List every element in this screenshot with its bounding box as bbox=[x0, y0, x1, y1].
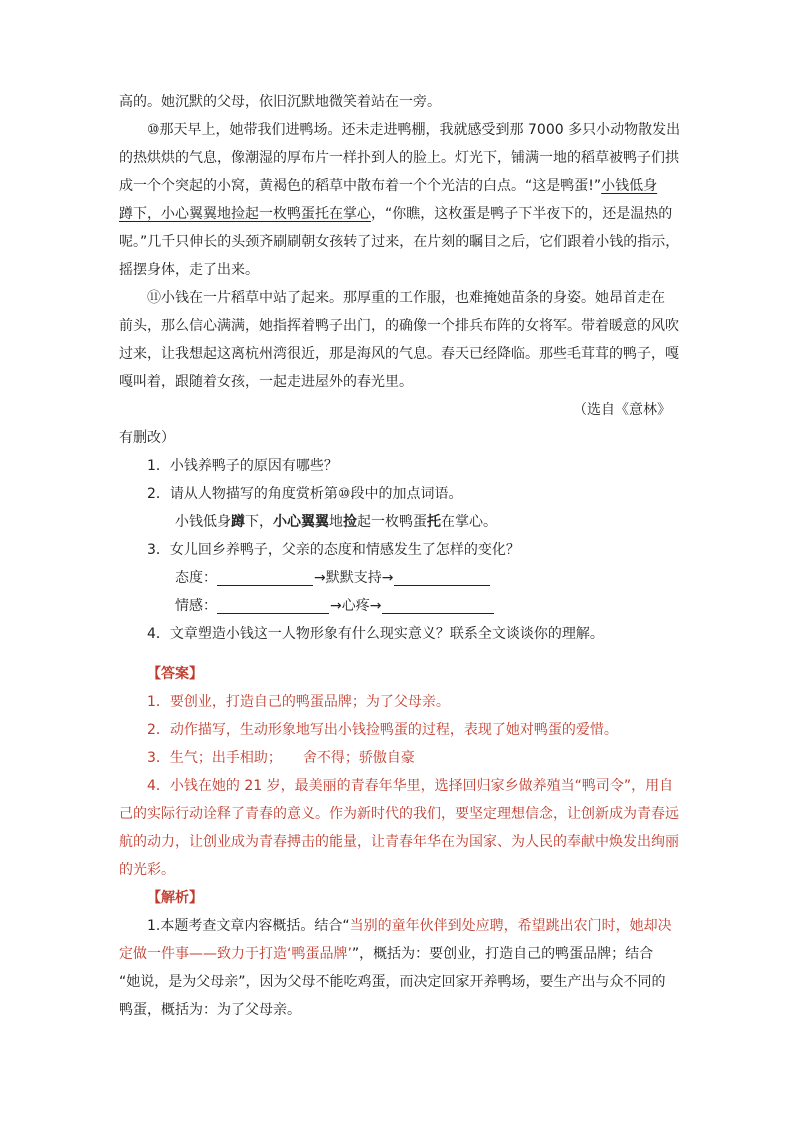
analysis-quote: 定做一件事——致力于打造‘鸭蛋品牌’ bbox=[119, 946, 352, 962]
passage-text: ，“你瞧，这枚蛋是鸭子下半夜下的，还是温热的 bbox=[371, 206, 673, 222]
spacer bbox=[119, 648, 679, 660]
paragraph-10-line: 呢。”几千只伸长的头颈齐刷刷朝女孩转了过来，在片刻的瞩目之后，它们跟着小钱的指示， bbox=[119, 234, 680, 250]
analysis-label: 【解析】 bbox=[147, 890, 203, 906]
question-3-attitude bbox=[119, 564, 679, 592]
attitude-middle: →默默支持→ bbox=[314, 570, 394, 586]
answer-4-line: 4．小钱在她的 21 岁，最美丽的青春年华里，选择回归家乡做养殖当“鸭司令”，用自 bbox=[147, 778, 674, 794]
underlined-phrase: 蹲下，小心翼翼地捡起一枚鸭蛋托在掌心 bbox=[119, 206, 371, 222]
analysis-text: ”，概括为：要创业，打造自己的鸭蛋品牌；结合 bbox=[351, 946, 654, 962]
question-4: 4．文章塑造小钱这一人物形象有什么现实意义？联系全文谈谈你的理解。 bbox=[147, 626, 604, 642]
source-citation: （选自《意林》 bbox=[573, 402, 671, 418]
paragraph-10-line: 的热烘烘的气息，像潮湿的厚布片一样扑到人的脸上。灯光下，铺满一地的稻草被鸭子们拱 bbox=[119, 150, 679, 166]
passage-line: 高的。她沉默的父母，依旧沉默地微笑着站在一旁。 bbox=[119, 94, 441, 110]
questions bbox=[119, 452, 679, 648]
question-3: 3．女儿回乡养鸭子，父亲的态度和情感发生了怎样的变化？ bbox=[147, 542, 520, 558]
passage-text: 成一个个突起的小窝，黄褐色的稻草中散布着一个个光洁的白点。“这是鸭蛋!” bbox=[119, 178, 602, 194]
attitude-label: 态度： bbox=[175, 570, 217, 586]
answer-4-line: 航的动力，让创业成为青春搏击的能量，让青春年华在为国家、为人民的奉献中焕发出绚丽 bbox=[119, 834, 679, 850]
question-2-quote bbox=[119, 508, 679, 536]
paragraph-10-line: 摇摆身体，走了出来。 bbox=[119, 262, 259, 278]
question-2: 2．请从人物描写的角度赏析第⑩段中的加点词语。 bbox=[147, 486, 463, 502]
paragraph-11-line: ⑪小钱在一片稻草中站了起来。那厚重的工作服，也难掩她苗条的身姿。她昂首走在 bbox=[147, 290, 665, 306]
analysis-line bbox=[119, 940, 679, 968]
answer-section bbox=[119, 660, 679, 884]
answer-blank[interactable] bbox=[394, 567, 490, 586]
dotted-word: 小心翼翼 bbox=[273, 514, 329, 530]
paragraph-11-line: 嘎叫着，跟随着女孩，一起走进屋外的春光里。 bbox=[119, 374, 413, 390]
question-3-emotion bbox=[119, 592, 679, 620]
underlined-phrase: 小钱低身 bbox=[601, 178, 658, 194]
answer-2: 2．动作描写，生动形象地写出小钱捡鸭蛋的过程，表现了她对鸭蛋的爱惜。 bbox=[147, 722, 618, 738]
quote-text: 起一枚鸭蛋 bbox=[357, 514, 427, 530]
analysis-line: “她说，是为父母亲”，因为父母不能吃鸡蛋，而决定回家开养鸭场，要生产出与众不同的 bbox=[119, 974, 666, 990]
quote-text: 小钱低身 bbox=[175, 514, 231, 530]
document-page bbox=[119, 88, 679, 1024]
answer-3: 3．生气；出手相助； 舍不得；骄傲自豪 bbox=[147, 750, 415, 766]
dotted-word: 捡 bbox=[343, 514, 357, 530]
quote-text: 在掌心。 bbox=[441, 514, 497, 530]
quote-text: 地 bbox=[329, 514, 343, 530]
answer-blank[interactable] bbox=[217, 567, 313, 586]
question-1: 1．小钱养鸭子的原因有哪些？ bbox=[147, 458, 338, 474]
paragraph-11-line: 过来，让我想起这离杭州湾很近，那是海风的气息。春天已经降临。那些毛茸茸的鸭子，嘎 bbox=[119, 346, 679, 362]
emotion-label: 情感： bbox=[175, 598, 217, 614]
analysis-section bbox=[119, 884, 679, 1024]
answer-4-line: 的光彩。 bbox=[119, 862, 175, 878]
analysis-quote: 当别的童年伙伴到处应聘，希望跳出农门时，她却决 bbox=[349, 918, 672, 934]
paragraph-10-line bbox=[119, 172, 679, 200]
answer-blank[interactable] bbox=[382, 595, 494, 614]
quote-text: 下， bbox=[245, 514, 273, 530]
paragraph-10-line bbox=[119, 200, 679, 228]
source-citation-cont: 有删改） bbox=[119, 430, 175, 446]
passage bbox=[119, 88, 679, 452]
answer-4-line: 己的实际行动诠释了青春的意义。作为新时代的我们，要坚定理想信念，让创新成为青春远 bbox=[119, 806, 679, 822]
paragraph-10-line: ⑩那天早上，她带我们进鸭场。还未走进鸭棚，我就感受到那 7000 多只小动物散发出 bbox=[147, 122, 681, 138]
answer-blank[interactable] bbox=[217, 595, 329, 614]
analysis-text: 1.本题考查文章内容概括。结合“ bbox=[147, 918, 350, 934]
answer-label: 【答案】 bbox=[147, 666, 203, 682]
emotion-middle: →心疼→ bbox=[330, 598, 382, 614]
dotted-word: 托 bbox=[427, 514, 441, 530]
analysis-line bbox=[119, 912, 679, 940]
answer-1: 1．要创业，打造自己的鸭蛋品牌；为了父母亲。 bbox=[147, 694, 450, 710]
analysis-line: 鸭蛋，概括为：为了父母亲。 bbox=[119, 1002, 301, 1018]
dotted-word: 蹲 bbox=[231, 514, 245, 530]
paragraph-11-line: 前头，那么信心满满，她指挥着鸭子出门，的确像一个排兵布阵的女将军。带着暖意的风吹 bbox=[119, 318, 679, 334]
